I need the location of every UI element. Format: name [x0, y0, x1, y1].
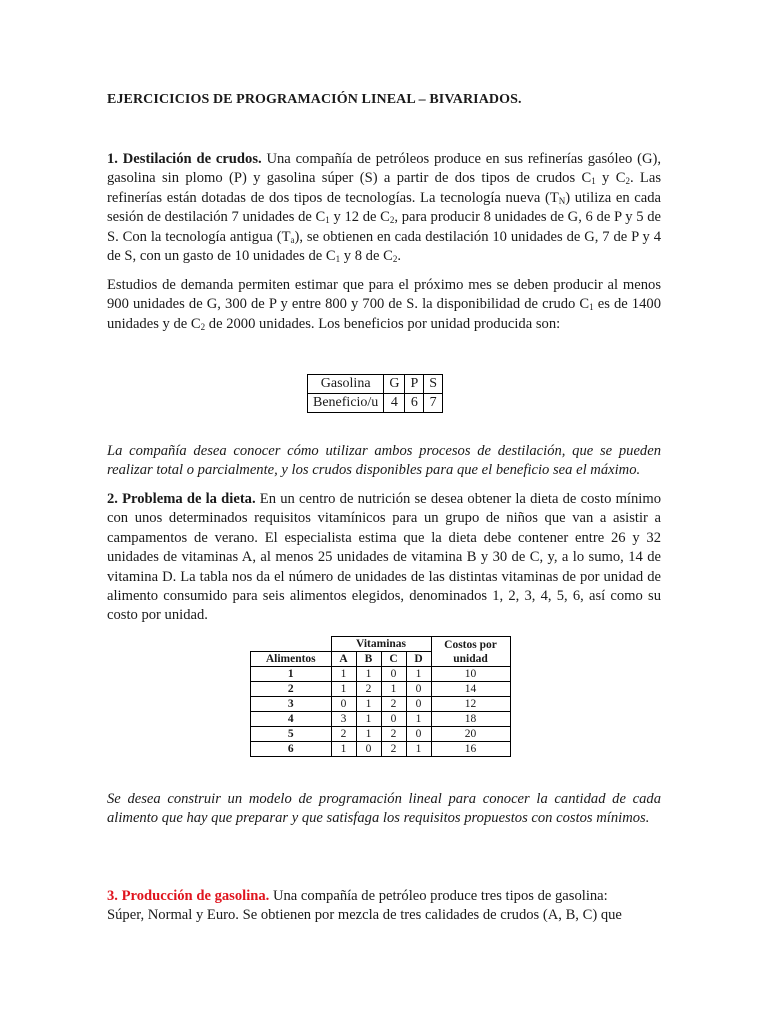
page-title: EJERCICICIOS DE PROGRAMACIÓN LINEAL – BIVARIADOS. — [107, 92, 522, 107]
table-row: 4 3 1 0 1 18 — [251, 712, 511, 727]
exercise-3-heading: 3. Producción de gasolina. — [107, 888, 270, 904]
table-row: 6 1 0 2 1 16 — [251, 742, 511, 757]
table-cell: 6 — [405, 394, 424, 413]
table-row — [308, 375, 443, 394]
table-row: 5 2 1 2 0 20 — [251, 727, 511, 742]
table-row: 3 0 1 2 0 12 — [251, 697, 511, 712]
exercise-3-paragraph: 3. Producción de gasolina. Una compañía de petróleo produce tres tipos de gasolina: Súper, Normal y Euro. Se obtienen por mezcla de tres calidades de crudos (A, B, C) que — [107, 888, 622, 924]
table-cell: Gasolina — [308, 375, 384, 394]
table-cell: S — [424, 375, 443, 394]
table-cell: G — [384, 375, 405, 394]
col-header: A — [331, 652, 356, 667]
table-cell: Beneficio/u — [308, 394, 384, 413]
table-cell: 7 — [424, 394, 443, 413]
table-cell: 4 — [384, 394, 405, 413]
exercise-1-paragraph: 1. Destilación de crudos. Una compañía de petróleos produce en sus refinerías gasóleo (G), gasolina sin plomo (P) y gasolina súper (S) a partir de dos tipos de crudos $C_1$ y $C_2$. Las refinerías están dotadas de dos tipos de tecnologías. La tecnología nueva $(T_N)$ utiliza en cada sesión de destilación 7 unidades de $C_1$ y 12 de $C_2$, para producir 8 unidades de G, 6 de P y 5 de S. Con la tecnología antigua $(T_a)$, se obtienen en cada destilación 10 unidades de G, 7 de P y 4 de S, con un gasto de 10 unidades de $C_1$ y 8 de $C_2$. — [107, 151, 662, 265]
table-row — [308, 394, 443, 413]
table-row — [251, 637, 511, 652]
exercise-2-conclusion: Se desea construir un modelo de programación lineal para conocer la cantidad de cada alimento que hay que preparar y que satisfaga los requisitos propuestos con costos mínimos. — [107, 791, 661, 827]
exercise-2-heading: 2. Problema de la dieta. — [107, 491, 256, 507]
exercise-2-paragraph: 2. Problema de la dieta. En un centro de nutrición se desea obtener la dieta de costo mínimo con unos determinados requisitos vitamínicos para un grupo de niños que van a asistir a campamentos de verano. El especialista estima que la dieta debe contener entre 26 y 32 unidades de vitaminas A, al menos 25 unidades de vitamina B y 30 de C, y, a lo sumo, 14 de vitamina D. La tabla nos da el número de unidades de las distintas vitaminas de por unidad de alimento consumido para seis alimentos elegidos, denominados 1, 2, 3, 4, 5, 6, así como su costo por unidad. — [107, 491, 661, 624]
vitaminas-header: Vitaminas — [331, 637, 431, 652]
exercise-1-heading: 1. Destilación de crudos. — [107, 151, 262, 167]
costos-header: Costos por unidad — [431, 637, 510, 667]
table-row: 1 1 1 0 1 10 — [251, 667, 511, 682]
benefit-table — [307, 374, 443, 413]
col-header: C — [381, 652, 406, 667]
alimentos-header: Alimentos — [251, 652, 332, 667]
table-row: 2 1 2 1 0 14 — [251, 682, 511, 697]
table-cell: P — [405, 375, 424, 394]
col-header: B — [356, 652, 381, 667]
exercise-1-conclusion: La compañía desea conocer cómo utilizar ambos procesos de destilación, que se pueden realizar total o parcialmente, y los crudos disponibles para que el beneficio sea el máximo. — [107, 443, 661, 479]
vitamin-table — [250, 636, 511, 757]
exercise-1-demand-paragraph: Estudios de demanda permiten estimar que para el próximo mes se deben producir al menos 900 unidades de G, 300 de P y entre 800 y 700 de S. la disponibilidad de crudo $C_1$ es de 1400 unidades y de $C_2$ de 2000 unidades. Los beneficios por unidad producida son: — [107, 277, 661, 332]
col-header: D — [406, 652, 431, 667]
